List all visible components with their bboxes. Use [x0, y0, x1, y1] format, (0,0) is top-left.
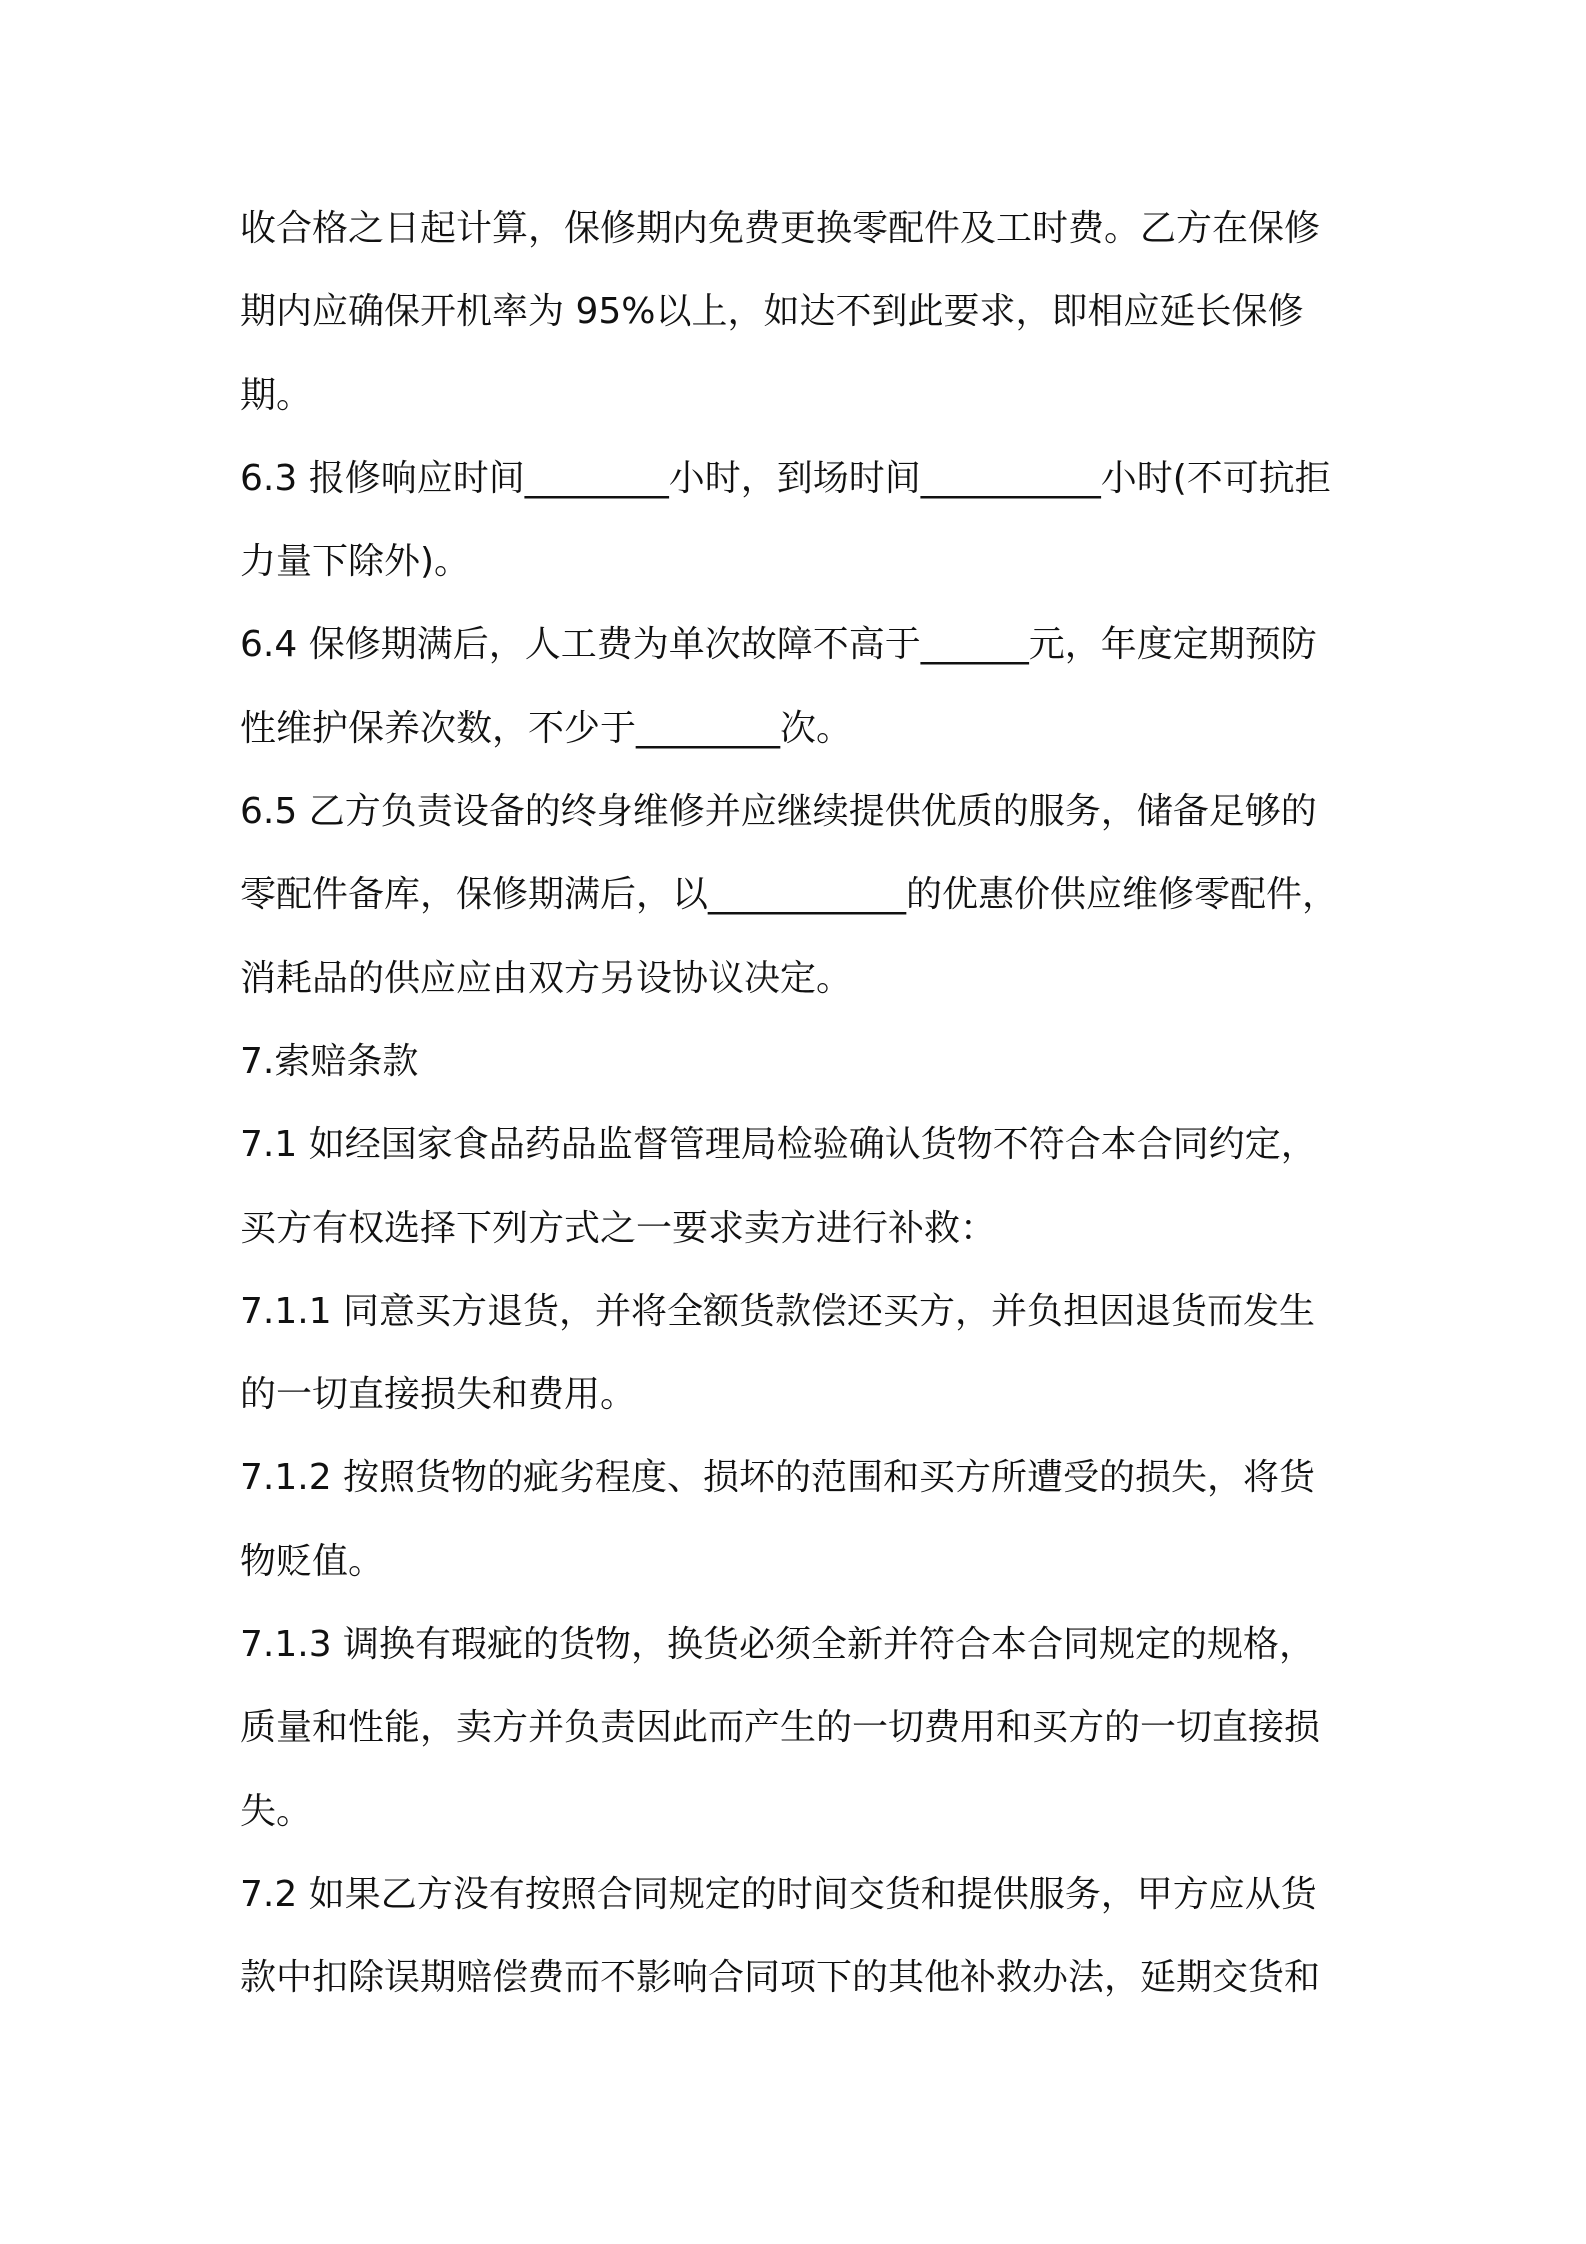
text-line: 期。 [240, 374, 313, 416]
clause-7-1-3: 7.1.3 调换有瑕疵的货物，换货必须全新并符合本合同规定的规格， [240, 1624, 1316, 1666]
clause-6-3: 6.3 报修响应时间________小时，到场时间__________小时(不可抗拒 [240, 457, 1331, 499]
text-line: 质量和性能，卖方并负责因此而产生的一切费用和买方的一切直接损 [240, 1707, 1321, 1749]
text-line: 的一切直接损失和费用。 [240, 1374, 637, 1416]
clause-7-1: 7.1 如经国家食品药品监督管理局检验确认货物不符合本合同约定， [240, 1124, 1317, 1166]
text-line: 物贬值。 [240, 1540, 385, 1582]
clause-7-1-2: 7.1.2 按照货物的疵劣程度、损坏的范围和买方所遭受的损失，将货 [240, 1457, 1316, 1499]
text-line: 消耗品的供应应由双方另设协议决定。 [240, 957, 853, 999]
text-line: 力量下除外)。 [240, 541, 471, 583]
text-line: 款中扣除误期赔偿费而不影响合同项下的其他补救办法，延期交货和 [240, 1957, 1321, 1999]
section-heading-7: 7.索赔条款 [240, 1040, 419, 1082]
text-line: 性维护保养次数，不少于________次。 [240, 707, 853, 749]
text-line: 零配件备库，保修期满后，以___________的优惠价供应维修零配件， [240, 874, 1339, 916]
text-line: 期内应确保开机率为 95%以上，如达不到此要求，即相应延长保修 [240, 291, 1304, 333]
text-line: 收合格之日起计算，保修期内免费更换零配件及工时费。乙方在保修 [240, 208, 1321, 249]
clause-6-5: 6.5 乙方负责设备的终身维修并应继续提供优质的服务，储备足够的 [240, 791, 1317, 833]
clause-7-2: 7.2 如果乙方没有按照合同规定的时间交货和提供服务，甲方应从货 [240, 1873, 1317, 1915]
document-body [240, 196, 1375, 2029]
text-line: 买方有权选择下列方式之一要求卖方进行补救： [240, 1207, 997, 1249]
text-line: 失。 [240, 1790, 313, 1832]
clause-7-1-1: 7.1.1 同意买方退货，并将全额货款偿还买方，并负担因退货而发生 [240, 1290, 1316, 1332]
clause-6-4: 6.4 保修期满后，人工费为单次故障不高于______元，年度定期预防 [240, 624, 1317, 666]
